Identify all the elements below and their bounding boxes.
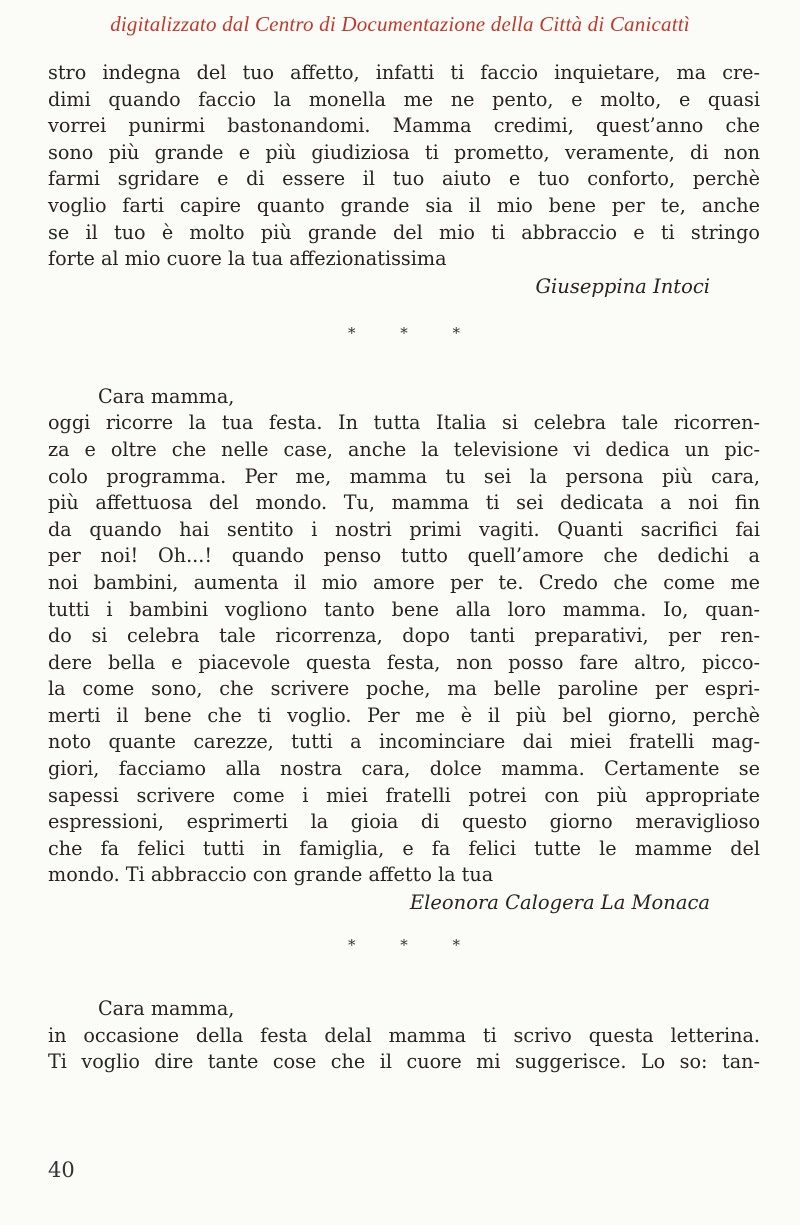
page-number: 40	[48, 1158, 75, 1182]
digitization-watermark: digitalizzato dal Centro di Documentazione della Città di Canicattì	[110, 12, 690, 36]
text-line: mondo. Ti abbraccio con grande affetto la tua	[48, 863, 494, 887]
text-line: più affettuosa del mondo. Tu, mamma ti sei dedicata a noi fin	[48, 491, 760, 515]
text-line: za e oltre che nelle case, anche la televisione vi dedica un pic-	[48, 437, 760, 461]
text-line: forte al mio cuore la tua affezionatissima	[48, 247, 447, 271]
text-line: in occasione della festa delal mamma ti scrivo questa letterina.	[48, 1023, 760, 1047]
text-line: per noi! Oh...! quando penso tutto quell’amore che dedichi a	[48, 544, 760, 568]
text-line: colo programma. Per me, mamma tu sei la persona più cara,	[48, 464, 760, 488]
text-line: sono più grande e più giudiziosa ti prometto, veramente, di non	[48, 140, 760, 164]
letter-3	[48, 996, 760, 1076]
letter-2-body	[48, 410, 760, 889]
text-line: noto quante carezze, tutti a incominciare dai miei fratelli mag-	[48, 730, 760, 754]
text-line: Ti voglio dire tante cose che il cuore mi suggerisce. Lo so: tan-	[48, 1050, 760, 1074]
letter-1	[48, 60, 760, 300]
text-line: dimi quando faccio la monella me ne pento, e molto, e quasi	[48, 87, 760, 111]
text-line: vorrei punirmi bastonandomi. Mamma credimi, quest’anno che	[48, 114, 760, 138]
letter-2	[48, 384, 760, 916]
letter-1-body	[48, 60, 760, 273]
text-line: voglio farti capire quanto grande sia il mio bene per te, anche	[48, 193, 760, 217]
section-separator: * * *	[347, 936, 481, 955]
text-line: che fa felici tutti in famiglia, e fa felici tutte le mamme del	[48, 836, 760, 860]
text-line: do si celebra tale ricorrenza, dopo tanti preparativi, per ren-	[48, 624, 760, 648]
letter-3-salutation: Cara mamma,	[98, 997, 235, 1021]
text-line: merti il bene che ti voglio. Per me è il più bel giorno, perchè	[48, 703, 760, 727]
letter-3-body	[48, 1023, 760, 1076]
text-line: noi bambini, aumenta il mio amore per te. Credo che come me	[48, 570, 760, 594]
text-line: dere bella e piacevole questa festa, non posso fare altro, picco-	[48, 650, 760, 674]
text-line: espressioni, esprimerti la gioia di questo giorno meraviglioso	[48, 810, 760, 834]
page-body	[48, 60, 760, 1076]
text-line: oggi ricorre la tua festa. In tutta Italia si celebra tale ricorren-	[48, 411, 760, 435]
letter-2-salutation: Cara mamma,	[98, 384, 235, 408]
section-separator: * * *	[347, 323, 481, 342]
text-line: farmi sgridare e di essere il tuo aiuto e tuo conforto, perchè	[48, 167, 760, 191]
text-line: sapessi scrivere come i miei fratelli potrei con più appropriate	[48, 783, 760, 807]
letter-2-signature: Eleonora Calogera La Monaca	[409, 891, 710, 915]
text-line: da quando hai sentito i nostri primi vagiti. Quanti sacrifici fai	[48, 517, 760, 541]
text-line: la come sono, che scrivere poche, ma belle paroline per espri-	[48, 677, 760, 701]
letter-1-signature: Giuseppina Intoci	[535, 274, 710, 298]
text-line: stro indegna del tuo affetto, infatti ti faccio inquietare, ma cre-	[48, 61, 760, 84]
text-line: tutti i bambini vogliono tanto bene alla loro mamma. Io, quan-	[48, 597, 760, 621]
text-line: giori, facciamo alla nostra cara, dolce mamma. Certamente se	[48, 757, 760, 781]
text-line: se il tuo è molto più grande del mio ti abbraccio e ti stringo	[48, 220, 760, 244]
